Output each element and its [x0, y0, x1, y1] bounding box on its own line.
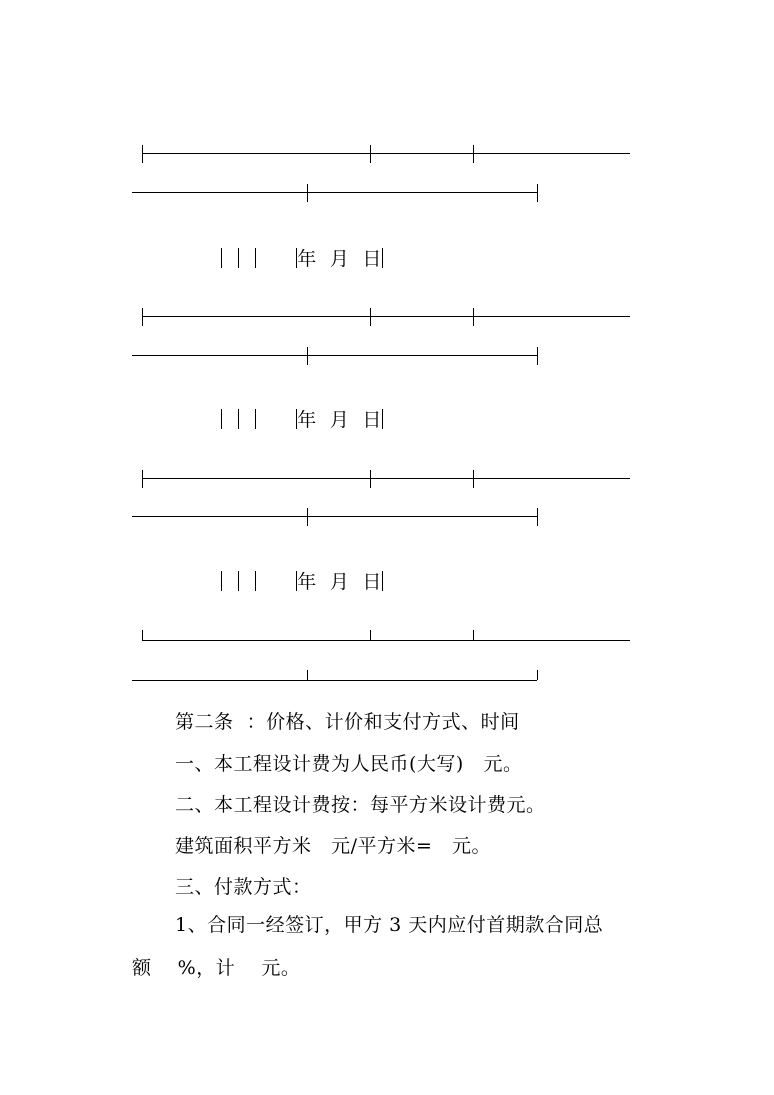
- cell-border: [382, 248, 383, 268]
- table-tick: [307, 184, 308, 202]
- cell-border: [238, 409, 239, 429]
- date-row: [182, 549, 383, 615]
- table-tick: [307, 508, 308, 526]
- article-line-3: 建筑面积平方米 元/平方米= 元。: [175, 835, 492, 857]
- table-tick: [537, 508, 538, 526]
- article-line-5: 1、合同一经签订，甲方 3 天内应付首期款合同总: [175, 914, 604, 936]
- table-rule: [132, 192, 537, 193]
- table-tick: [537, 347, 538, 365]
- table-tick: [142, 630, 143, 640]
- table-tick: [142, 470, 143, 488]
- table-rule: [142, 153, 630, 154]
- table-tick: [473, 308, 474, 326]
- table-tick: [473, 470, 474, 488]
- table-tick: [142, 145, 143, 163]
- table-tick: [307, 670, 308, 680]
- table-tick: [473, 145, 474, 163]
- table-rule: [142, 640, 630, 641]
- article-line-2: 二、本工程设计费按：每平方米设计费元。: [175, 794, 546, 816]
- article-line-6: 额 %，计 元。: [132, 957, 301, 979]
- date-row: [182, 387, 383, 453]
- table-tick: [307, 347, 308, 365]
- table-rule: [142, 478, 630, 479]
- cell-border: [382, 571, 383, 591]
- cell-border: [238, 248, 239, 268]
- table-tick: [142, 308, 143, 326]
- article-heading: 第二条 ：价格、计价和支付方式、时间: [175, 711, 520, 733]
- cell-border: [221, 409, 222, 429]
- date-label: 年 月 日: [297, 248, 382, 270]
- cell-border: [255, 248, 256, 268]
- table-rule: [132, 680, 537, 681]
- table-tick: [537, 184, 538, 202]
- cell-border: [255, 409, 256, 429]
- date-label: 年 月 日: [297, 571, 382, 593]
- article-line-4: 三、付款方式：: [175, 876, 312, 898]
- cell-border: [382, 409, 383, 429]
- article-line-1: 一、本工程设计费为人民币(大写) 元。: [175, 753, 523, 775]
- date-row: [182, 226, 383, 292]
- cell-border: [221, 571, 222, 591]
- table-tick: [370, 145, 371, 163]
- date-label: 年 月 日: [297, 409, 382, 431]
- table-tick: [370, 308, 371, 326]
- table-rule: [142, 316, 630, 317]
- table-tick: [537, 670, 538, 680]
- table-tick: [473, 630, 474, 640]
- cell-border: [238, 571, 239, 591]
- cell-border: [255, 571, 256, 591]
- table-tick: [370, 470, 371, 488]
- table-tick: [370, 630, 371, 640]
- cell-border: [221, 248, 222, 268]
- table-rule: [132, 355, 537, 356]
- table-rule: [132, 516, 537, 517]
